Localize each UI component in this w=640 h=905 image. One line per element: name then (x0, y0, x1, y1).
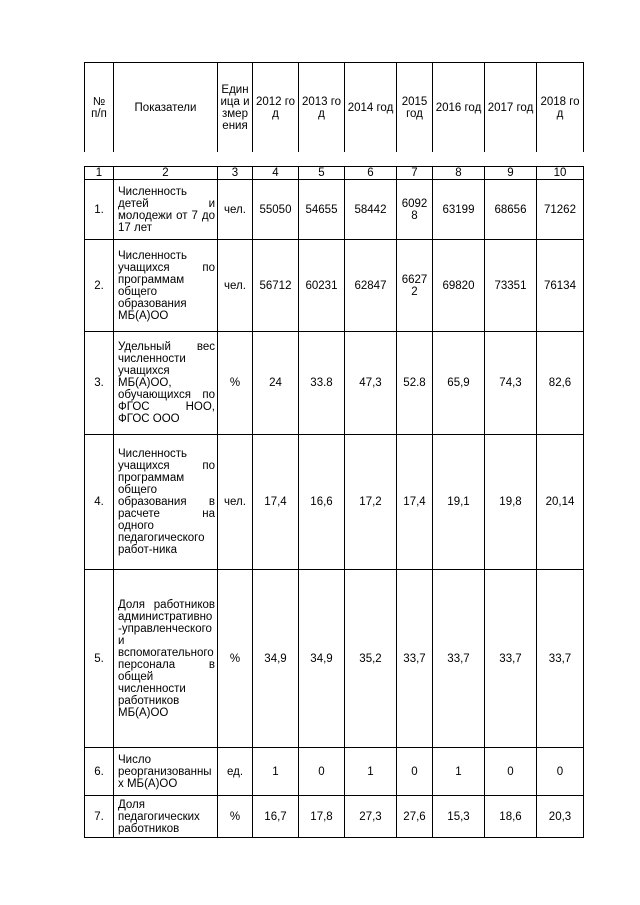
row-unit: % (218, 796, 253, 838)
row-value: 60928 (397, 180, 433, 240)
row-value: 16,6 (299, 435, 345, 570)
row-value: 63199 (433, 180, 485, 240)
column-number: 5 (299, 167, 345, 180)
row-value: 18,6 (485, 796, 537, 838)
row-num: 4. (85, 435, 114, 570)
row-value: 71262 (537, 180, 584, 240)
row-value: 52.8 (397, 332, 433, 435)
column-number: 8 (433, 167, 485, 180)
table-row (85, 748, 584, 796)
row-unit: чел. (218, 240, 253, 332)
row-num: 2. (85, 240, 114, 332)
row-indicator: Численность детей и молодежи от 7 до 17 лет (114, 180, 218, 240)
row-value: 1 (253, 748, 299, 796)
row-value: 1 (433, 748, 485, 796)
row-value: 76134 (537, 240, 584, 332)
row-indicator: Доля педагогических работников (114, 796, 218, 838)
row-value: 82,6 (537, 332, 584, 435)
row-indicator: Численность учащихся по программам общего образования МБ(А)ОО (114, 240, 218, 332)
row-value: 17,2 (345, 435, 397, 570)
header-year: 2013 год (299, 63, 345, 153)
row-value: 65,9 (433, 332, 485, 435)
table-row (85, 332, 584, 435)
row-num: 1. (85, 180, 114, 240)
row-value: 47,3 (345, 332, 397, 435)
row-value: 66272 (397, 240, 433, 332)
row-unit: чел. (218, 180, 253, 240)
row-unit: % (218, 332, 253, 435)
row-value: 0 (397, 748, 433, 796)
table-row (85, 435, 584, 570)
row-value: 33,7 (537, 570, 584, 748)
row-indicator: Число реорганизованных МБ(А)ОО (114, 748, 218, 796)
row-value: 1 (345, 748, 397, 796)
row-value: 17,8 (299, 796, 345, 838)
row-value: 19,1 (433, 435, 485, 570)
header-year: 2014 год (345, 63, 397, 153)
header-unit: Единица измерения (218, 63, 253, 153)
row-value: 17,4 (253, 435, 299, 570)
column-number-row (85, 167, 584, 180)
row-value: 58442 (345, 180, 397, 240)
table-row (85, 180, 584, 240)
row-value: 33,7 (433, 570, 485, 748)
header-num: № п/п (85, 63, 114, 153)
row-value: 33,7 (397, 570, 433, 748)
header-year: 2015 год (397, 63, 433, 153)
header-year: 2016 год (433, 63, 485, 153)
column-number: 2 (114, 167, 218, 180)
table-row (85, 796, 584, 838)
column-number: 9 (485, 167, 537, 180)
row-indicator: Удельный вес численности учащихся МБ(А)ОО, обучающихся по ФГОС НОО, ФГОС ООО (114, 332, 218, 435)
row-value: 62847 (345, 240, 397, 332)
row-value: 20,3 (537, 796, 584, 838)
row-num: 6. (85, 748, 114, 796)
row-num: 3. (85, 332, 114, 435)
row-value: 0 (299, 748, 345, 796)
row-value: 0 (485, 748, 537, 796)
row-value: 20,14 (537, 435, 584, 570)
column-number: 7 (397, 167, 433, 180)
row-value: 54655 (299, 180, 345, 240)
row-indicator: Численность учащихся по программам общего образования в расчете на одного педагогического работ-ника (114, 435, 218, 570)
row-value: 15,3 (433, 796, 485, 838)
row-value: 73351 (485, 240, 537, 332)
row-value: 35,2 (345, 570, 397, 748)
table-header (84, 62, 584, 152)
row-value: 60231 (299, 240, 345, 332)
row-value: 27,6 (397, 796, 433, 838)
header-year: 2018 год (537, 63, 584, 153)
row-unit: ед. (218, 748, 253, 796)
table-row (85, 240, 584, 332)
row-value: 27,3 (345, 796, 397, 838)
row-value: 0 (537, 748, 584, 796)
column-number: 1 (85, 167, 114, 180)
header-indicator: Показатели (114, 63, 218, 153)
row-value: 68656 (485, 180, 537, 240)
row-indicator: Доля работников административно-управленческого и вспомогательного персонала в общей численности работников МБ(А)ОО (114, 570, 218, 748)
row-value: 17,4 (397, 435, 433, 570)
column-number: 4 (253, 167, 299, 180)
row-value: 33,7 (485, 570, 537, 748)
row-value: 55050 (253, 180, 299, 240)
row-value: 74,3 (485, 332, 537, 435)
row-num: 7. (85, 796, 114, 838)
row-unit: чел. (218, 435, 253, 570)
column-number: 6 (345, 167, 397, 180)
data-table (84, 166, 584, 838)
column-number: 10 (537, 167, 584, 180)
table-row (85, 570, 584, 748)
row-value: 34,9 (253, 570, 299, 748)
row-value: 34,9 (299, 570, 345, 748)
header-year: 2012 год (253, 63, 299, 153)
row-value: 16,7 (253, 796, 299, 838)
row-value: 24 (253, 332, 299, 435)
row-value: 56712 (253, 240, 299, 332)
header-year: 2017 год (485, 63, 537, 153)
column-number: 3 (218, 167, 253, 180)
row-value: 69820 (433, 240, 485, 332)
row-value: 33.8 (299, 332, 345, 435)
row-unit: % (218, 570, 253, 748)
row-num: 5. (85, 570, 114, 748)
row-value: 19,8 (485, 435, 537, 570)
